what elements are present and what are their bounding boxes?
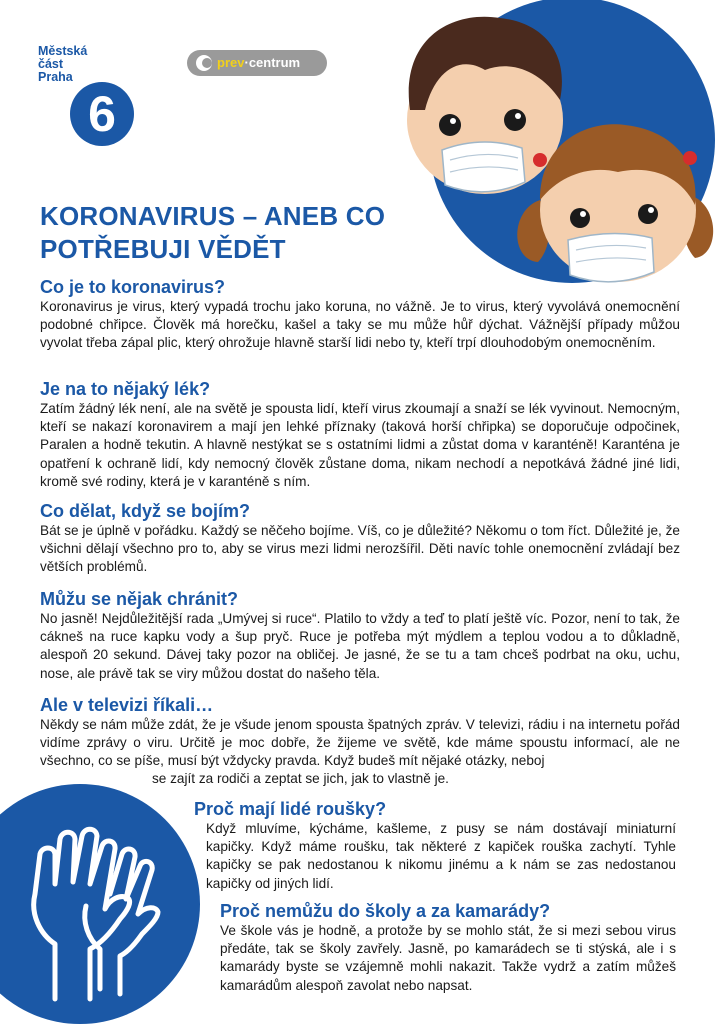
boy-face-icon xyxy=(407,17,563,194)
section-heading-cure: Je na to nějaký lék? xyxy=(40,379,211,399)
section-text-protect: No jasně! Nejdůležitější rada „Umývej si ruce“. Platilo to vždy a teď to platí ještě víc. Pozor, není to tak, že cákneš na ruce kapku vody a šup pryč. Ruce je potřeba mýt mýdlem a teplou vodou a to důkladně, alespoň 20 sekund. Dávej taky pozor na obličej. Je jasné, že se tu a tam chceš podrbat na oku, uchu, nose, ale právě tak se viry můžou dostat do našeho těla. xyxy=(40,611,680,681)
section-heading-school: Proč nemůžu do školy a za kamarády? xyxy=(220,901,551,921)
logo-line-1: Městská xyxy=(38,44,88,58)
title-line-2: POTŘEBUJI VĚDĚT xyxy=(40,234,286,264)
gloves-illustration xyxy=(0,784,200,1024)
title-line-1: KORONAVIRUS – ANEB CO xyxy=(40,201,386,231)
section-text-cure: Zatím žádný lék není, ale na světě je spousta lidí, kteří virus zkoumají a snaží se lék vyvinout. Nemocným, kteří se nakazí koronavirem a mají jen lehké příznaky (taková horší chřipka) se doporučuje odpočinek, Paralen a hodně tekutin. A hlavně nestýkat se s ostatními lidmi a zůstat doma v karanténě! Karanténa je opatření k ochraně lidí, kdy nemocný člověk zůstane doma, nikam nechodí a nepotkává žádné jiné lidi, kromě své rodiny, která je v karanténě s ním. xyxy=(40,401,680,489)
prevcentrum-logo xyxy=(187,50,327,76)
section-heading-protect: Můžu se nějak chránit? xyxy=(40,589,239,609)
prevcentrum-label: prev·centrum xyxy=(217,55,301,70)
page-title xyxy=(40,200,440,266)
section-heading-masks: Proč mají lidé roušky? xyxy=(194,799,387,819)
district-logo-text xyxy=(38,45,87,84)
section-heading-what-is: Co je to koronavirus? xyxy=(40,277,226,297)
section-text-school: Ve škole vás je hodně, a protože by se mohlo stát, že si mezi sebou virus předáte, tak se školy zavřely. Jasně, po kamarádech se ti stýská, ale i s kamarády byste se vzájemně mohli nakazit. Takže vydrž a zatím můžeš kamarádům alespoň zavolat nebo napsat. xyxy=(220,923,676,993)
logo-line-3: Praha xyxy=(38,70,73,84)
section-text-masks: Když mluvíme, kýcháme, kašleme, z pusy se nám dostávají miniaturní kapičky. Když máme roušku, tak některé z kapiček rouška zachytí. Tyhle kapičky se pak nedostanou k nikomu jinému a k nám se zas nedostanou kapičky od jiných lidí. xyxy=(206,821,676,891)
section-text-fear: Bát se je úplně v pořádku. Každý se něčeho bojíme. Víš, co je důležité? Někomu o tom říct. Důležité je, že všichni dělají všechno pro to, aby se virus mezi lidmi nerozšířil. Děti navíc tohle onemocnění zvládají bez větších problémů. xyxy=(40,523,680,575)
logo-line-2: část xyxy=(38,57,64,71)
logo-number: 6 xyxy=(88,86,116,142)
section-text-what-is: Koronavirus je virus, který vypadá trochu jako koruna, no vážně. Je to virus, který vyvolává onemocnění podobné chřipce. Člověk má horečku, kašel a taky se mu může hůř dýchat. Vážnější případy můžou vyvolat třeba zápal plic, který ohrožuje hlavně starší lidi nebo ty, kteří trpí dlouhodobým onemocněním. xyxy=(40,299,680,351)
children-masks-illustration xyxy=(390,0,724,300)
section-heading-fear: Co dělat, když se bojím? xyxy=(40,501,251,521)
prevcentrum-icon xyxy=(196,55,212,71)
section-text-tv: Někdy se nám může zdát, že je všude jenom spousta špatných zpráv. V televizi, rádiu i na internetu pořád vidíme zprávy o viru. Určitě je moc dobře, že žijeme ve světě, kde máme spoustu informací, ale ne všechno, co se píše, musí být vždycky pravda. Když budeš mít nějaké otázky, neboj xyxy=(40,717,680,769)
section-text-tv-end: se zajít za rodiči a zeptat se jich, jak to vlastně je. xyxy=(152,771,449,786)
section-heading-tv: Ale v televizi říkali… xyxy=(40,695,214,715)
